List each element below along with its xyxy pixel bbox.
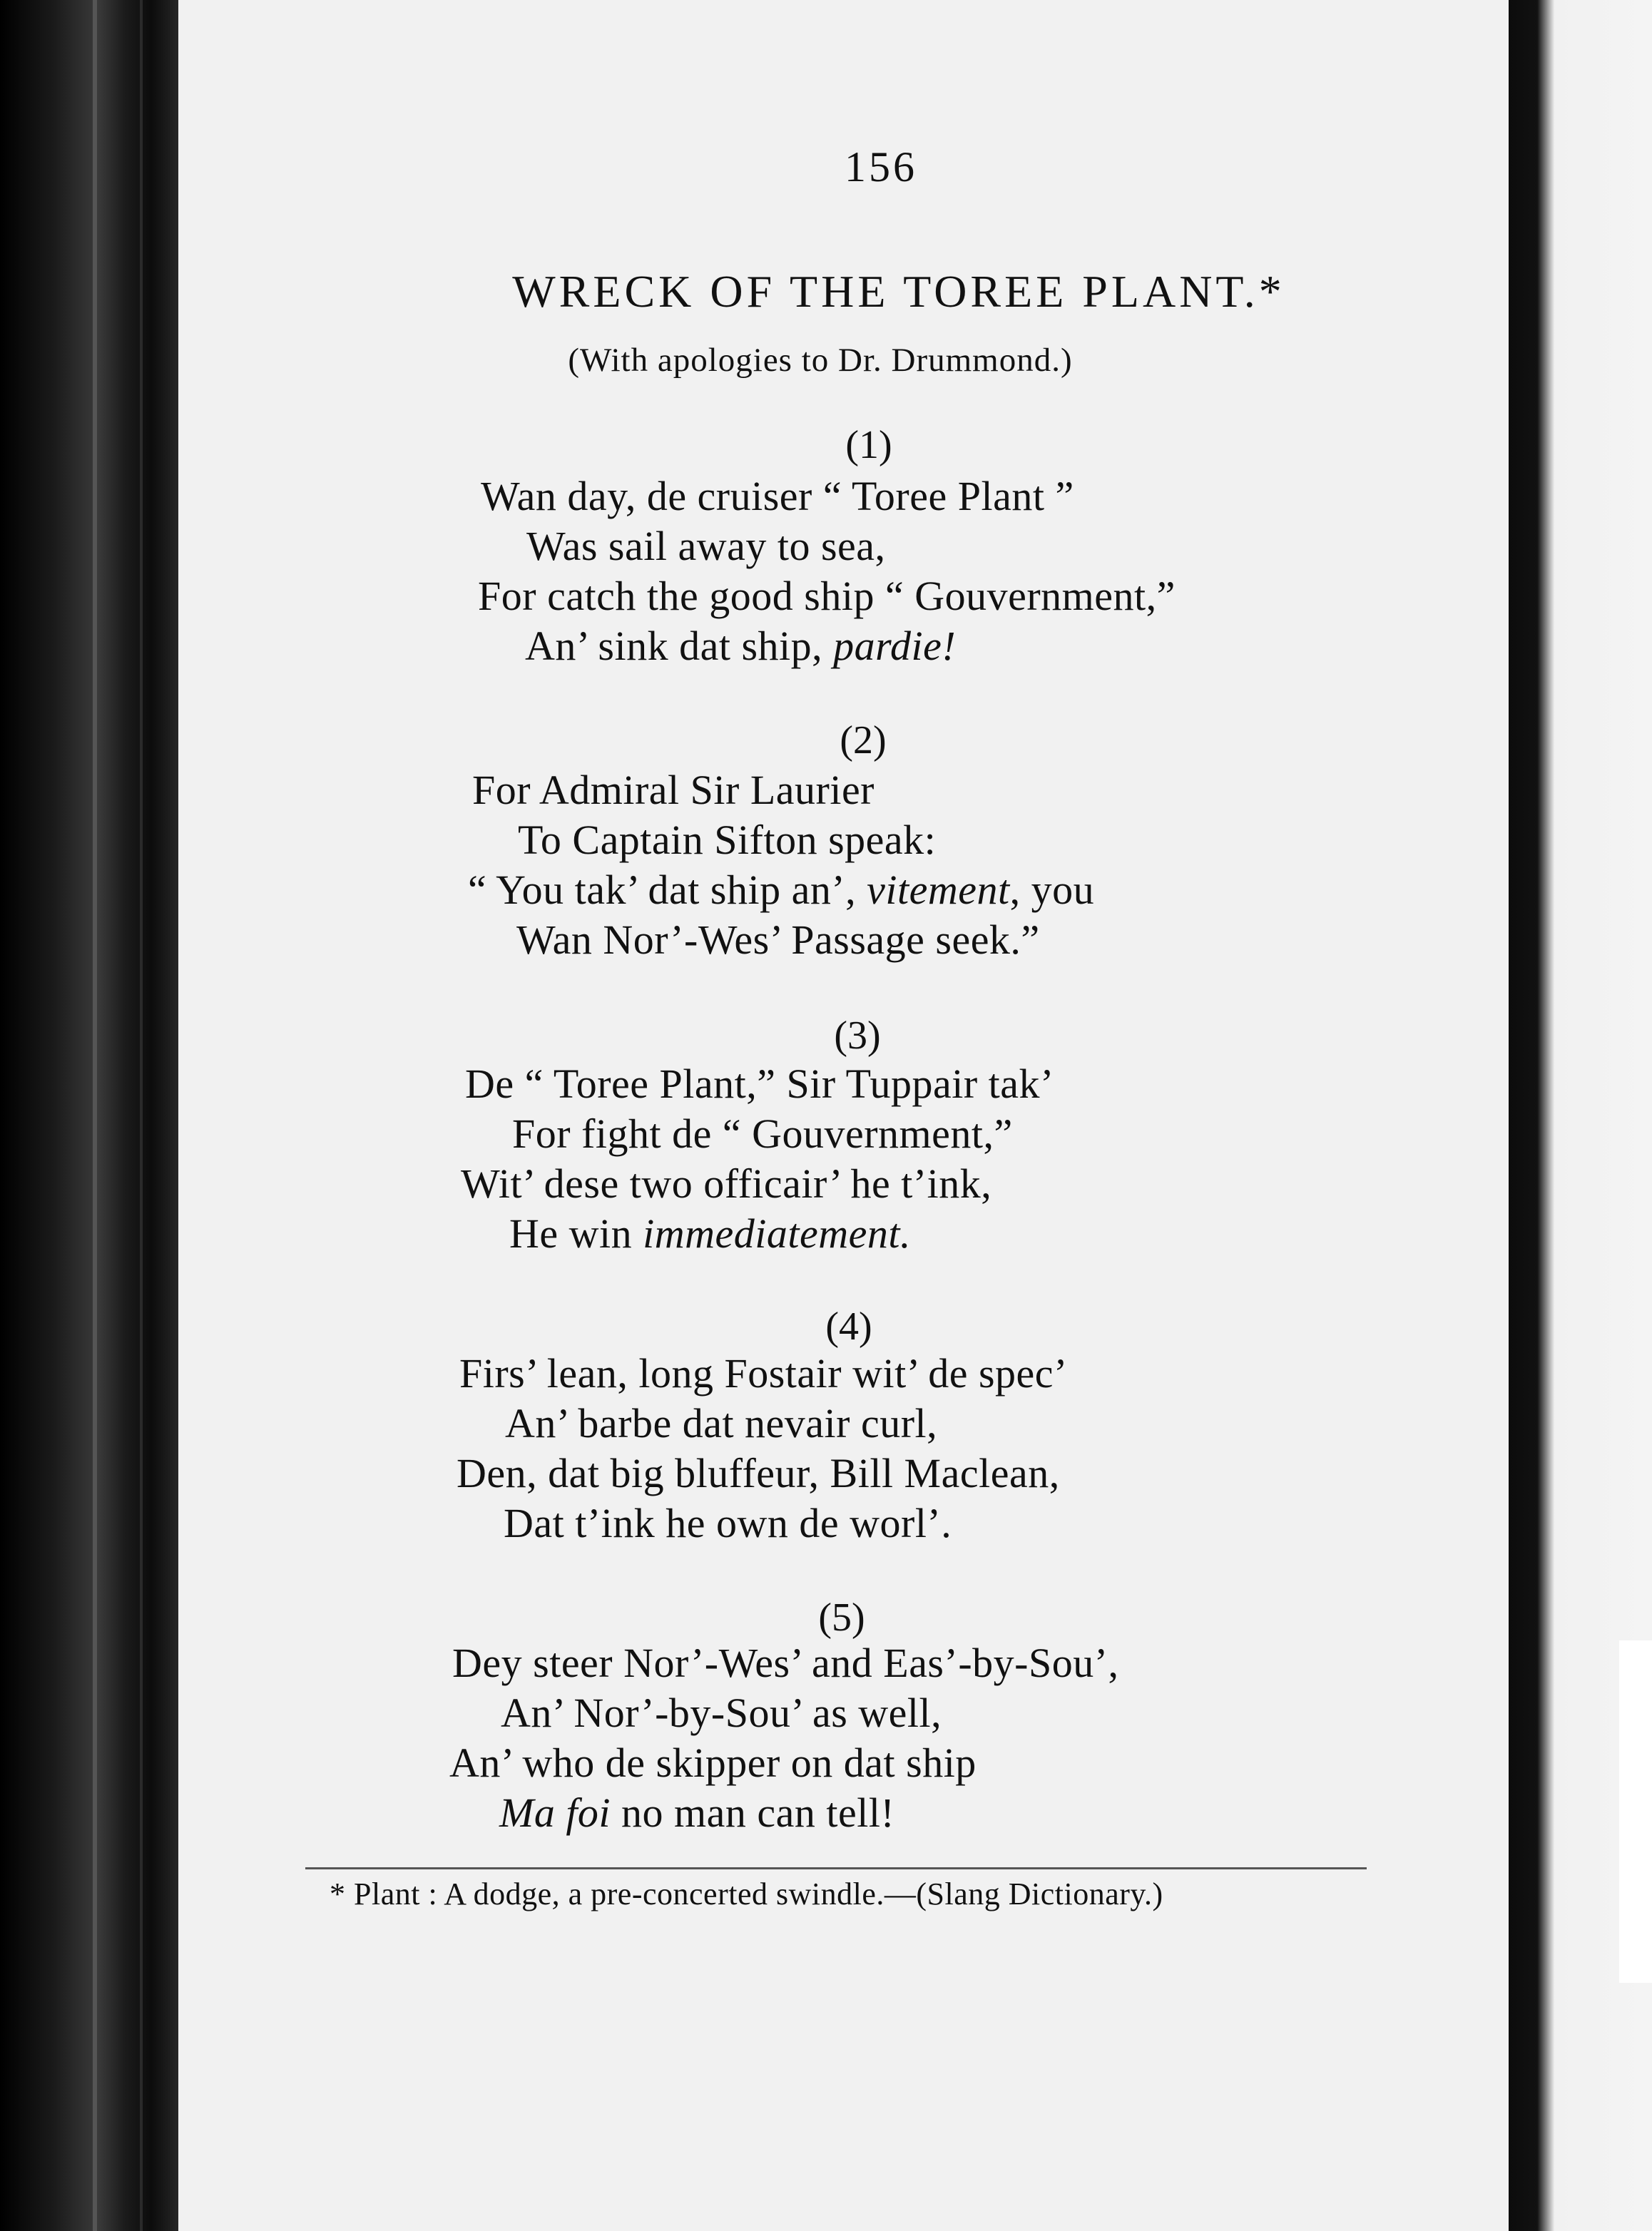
verse-line: Wit’ dese two officair’ he t’ink, xyxy=(461,1160,992,1207)
verse-line: An’ Nor’-by-Sou’ as well, xyxy=(501,1690,942,1736)
verse-line: Dey steer Nor’-Wes’ and Eas’-by-Sou’, xyxy=(452,1640,1119,1686)
page-glare xyxy=(1619,1640,1652,1983)
verse-line xyxy=(525,622,956,670)
verse-line: Was sail away to sea, xyxy=(526,523,886,569)
stanza-number: (4) xyxy=(825,1305,872,1349)
verse-italic-text: Ma foi xyxy=(499,1790,611,1836)
verse-italic-text: vitement xyxy=(867,867,1010,913)
poem-title: WRECK OF THE TOREE PLANT.* xyxy=(512,266,1285,317)
verse-italic-text: pardie! xyxy=(833,623,957,669)
verse-line: To Captain Sifton speak: xyxy=(518,817,937,863)
verse-text: no man can tell! xyxy=(611,1790,895,1836)
spine-edge-line xyxy=(140,0,143,2231)
verse-text: He win xyxy=(509,1210,643,1257)
poem-subtitle: (With apologies to Dr. Drummond.) xyxy=(568,342,1073,379)
verse-line: Dat t’ink he own de worl’. xyxy=(504,1500,952,1546)
spine-edge-line xyxy=(93,0,97,2231)
verse-line: For catch the good ship “ Gouvernment,” xyxy=(478,573,1176,619)
verse-line xyxy=(509,1210,911,1257)
footnote-rule xyxy=(305,1867,1367,1869)
verse-text: , you xyxy=(1009,867,1095,913)
verse-line: Wan Nor’-Wes’ Passage seek.” xyxy=(516,917,1040,963)
verse-italic-text: immediatement. xyxy=(643,1210,911,1257)
stanza-number: (5) xyxy=(818,1596,865,1640)
verse-line: For Admiral Sir Laurier xyxy=(472,767,875,813)
verse-line: Firs’ lean, long Fostair wit’ de spec’ xyxy=(459,1350,1068,1397)
verse-line xyxy=(468,866,1094,914)
book-spine xyxy=(0,0,178,2231)
verse-text: An’ sink dat ship, xyxy=(525,623,834,669)
verse-line: Wan day, de cruiser “ Toree Plant ” xyxy=(481,473,1074,519)
verse-text: “ You tak’ dat ship an’, xyxy=(468,867,867,913)
footnote: * Plant : A dodge, a pre-concerted swindle.—(Slang Dictionary.) xyxy=(330,1877,1163,1911)
verse-line: For fight de “ Gouvernment,” xyxy=(512,1111,1013,1157)
verse-line: De “ Toree Plant,” Sir Tuppair tak’ xyxy=(465,1061,1054,1107)
stanza-number: (1) xyxy=(845,423,892,467)
page-number: 156 xyxy=(845,143,917,190)
verse-line: Den, dat big bluffeur, Bill Maclean, xyxy=(457,1450,1060,1496)
verse-line xyxy=(499,1789,894,1837)
stanza-number: (2) xyxy=(840,718,887,762)
verse-line: An’ barbe dat nevair curl, xyxy=(505,1400,938,1446)
verse-line: An’ who de skipper on dat ship xyxy=(449,1740,977,1786)
stanza-number: (3) xyxy=(834,1014,881,1058)
